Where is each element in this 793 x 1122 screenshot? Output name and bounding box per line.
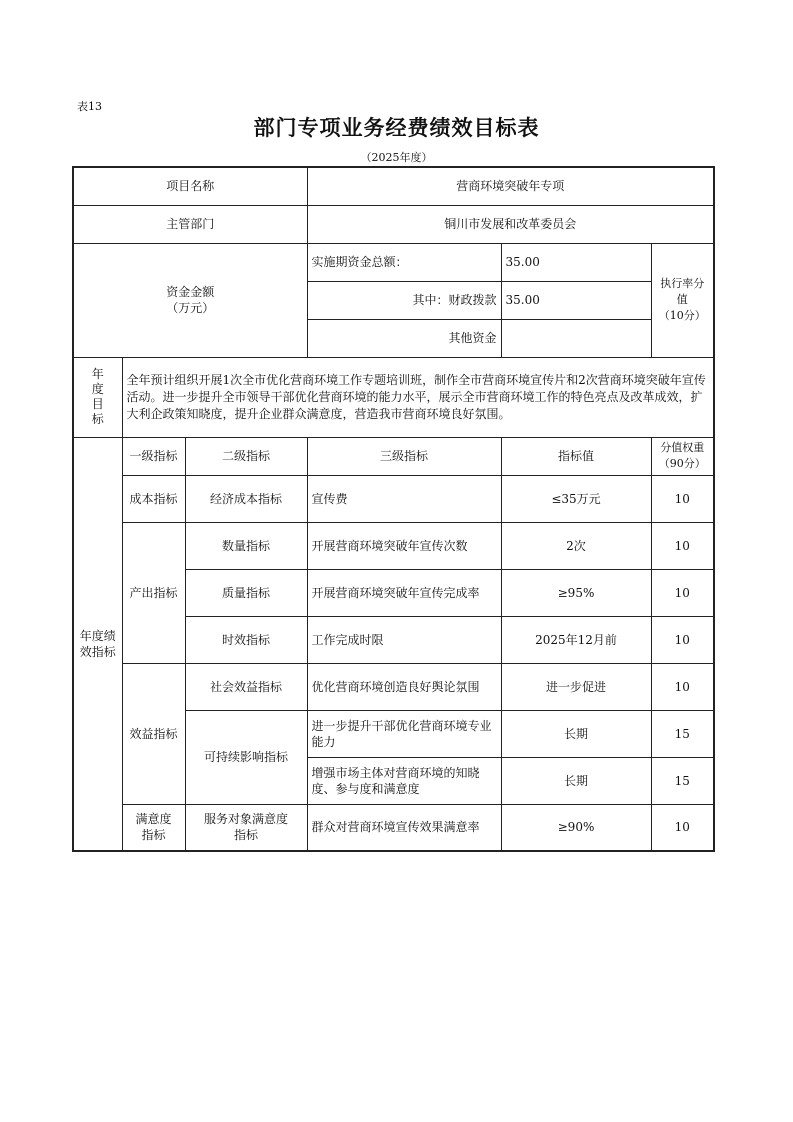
benefit-weight: 15	[651, 710, 714, 757]
table-id: 表13	[77, 100, 102, 113]
header-weight-line1: 分值权重	[660, 441, 705, 454]
goal-label-char: 度	[91, 382, 104, 396]
execution-rate-line2: （10分）	[658, 309, 706, 322]
output-level2: 质量指标	[185, 569, 307, 616]
benefit-value: 长期	[501, 710, 651, 757]
satisfaction-value: ≥90%	[501, 804, 651, 851]
project-row	[73, 167, 714, 205]
goal-label-char: 目	[91, 397, 104, 411]
output-value: ≥95%	[501, 569, 651, 616]
output-level3: 开展营商环境突破年宣传完成率	[307, 569, 501, 616]
output-value: 2025年12月前	[501, 616, 651, 663]
benefit-value: 进一步促进	[501, 663, 651, 710]
cost-level3: 宣传费	[307, 475, 501, 522]
benefit-level2: 可持续影响指标	[185, 710, 307, 804]
indicators-label-line1: 年度绩	[79, 628, 116, 643]
department-label: 主管部门	[73, 205, 307, 243]
indicators-section-label	[73, 437, 122, 851]
satisfaction-level2-line1: 服务对象满意度	[203, 812, 288, 827]
output-level3: 工作完成时限	[307, 616, 501, 663]
satisfaction-level1-line1: 满意度	[135, 812, 172, 827]
indicator-header-row	[73, 437, 714, 475]
output-level2: 数量指标	[185, 522, 307, 569]
cost-row	[73, 475, 714, 522]
output-level3: 开展营商环境突破年宣传次数	[307, 522, 501, 569]
output-row	[73, 522, 714, 569]
performance-goal-table	[72, 166, 715, 852]
benefit-weight: 15	[651, 757, 714, 804]
funds-label	[73, 243, 307, 357]
header-weight	[651, 437, 714, 475]
funds-total-row	[73, 243, 714, 281]
fiscal-year: （2025年度）	[360, 151, 433, 164]
benefit-level3: 进一步提升干部优化营商环境专业能力	[307, 710, 501, 757]
goal-label-char: 标	[91, 412, 104, 426]
output-value: 2次	[501, 522, 651, 569]
benefit-level1: 效益指标	[122, 663, 185, 804]
satisfaction-level2-line2: 指标	[233, 828, 258, 843]
output-level1: 产出指标	[122, 522, 185, 663]
funds-label-line1: 资金金额	[166, 285, 215, 299]
funds-label-line2: （万元）	[166, 301, 215, 315]
department-value: 铜川市发展和改革委员会	[307, 205, 714, 243]
funds-fiscal-label: 其中：财政拨款	[307, 281, 501, 319]
department-row	[73, 205, 714, 243]
output-weight: 10	[651, 522, 714, 569]
benefit-level3: 增强市场主体对营商环境的知晓度、参与度和满意度	[307, 757, 501, 804]
indicators-label-line2: 效指标	[79, 644, 116, 659]
funds-other-value	[501, 319, 651, 357]
header-value: 指标值	[501, 437, 651, 475]
annual-goal-text: 全年预计组织开展1次全市优化营商环境工作专题培训班，制作全市营商环境宣传片和2次营商环境突破年宣传活动。进一步提升全市领导干部优化营商环境的能力水平，展示全市营商环境工作的特色亮点及改革成效，扩大利企政策知晓度，提升企业群众满意度，营造我市营商环境良好氛围。	[122, 357, 714, 437]
annual-goal-label	[73, 357, 122, 437]
page-title: 部门专项业务经费绩效目标表	[253, 115, 540, 140]
header-level1: 一级指标	[122, 437, 185, 475]
satisfaction-level1-line2: 指标	[141, 828, 166, 843]
benefit-row	[73, 663, 714, 710]
header-level3: 三级指标	[307, 437, 501, 475]
satisfaction-level2	[185, 804, 307, 851]
funds-other-label: 其他资金	[307, 319, 501, 357]
annual-goal-row	[73, 357, 714, 437]
output-level2: 时效指标	[185, 616, 307, 663]
cost-level2: 经济成本指标	[185, 475, 307, 522]
execution-rate-line1: 执行率分值	[660, 277, 705, 306]
output-weight: 10	[651, 616, 714, 663]
benefit-value: 长期	[501, 757, 651, 804]
benefit-weight: 10	[651, 663, 714, 710]
funds-total-label: 实施期资金总额：	[307, 243, 501, 281]
benefit-level3: 优化营商环境创造良好舆论氛围	[307, 663, 501, 710]
cost-level1: 成本指标	[122, 475, 185, 522]
satisfaction-weight: 10	[651, 804, 714, 851]
goal-label-char: 年	[91, 367, 104, 381]
output-weight: 10	[651, 569, 714, 616]
cost-weight: 10	[651, 475, 714, 522]
satisfaction-level1	[122, 804, 185, 851]
funds-fiscal-value: 35.00	[501, 281, 651, 319]
header-level2: 二级指标	[185, 437, 307, 475]
project-value: 营商环境突破年专项	[307, 167, 714, 205]
satisfaction-row	[73, 804, 714, 851]
project-label: 项目名称	[73, 167, 307, 205]
funds-total-value: 35.00	[501, 243, 651, 281]
cost-value: ≤35万元	[501, 475, 651, 522]
satisfaction-level3: 群众对营商环境宣传效果满意率	[307, 804, 501, 851]
header-weight-line2: （90分）	[658, 457, 706, 470]
execution-rate-score	[651, 243, 714, 357]
benefit-level2: 社会效益指标	[185, 663, 307, 710]
